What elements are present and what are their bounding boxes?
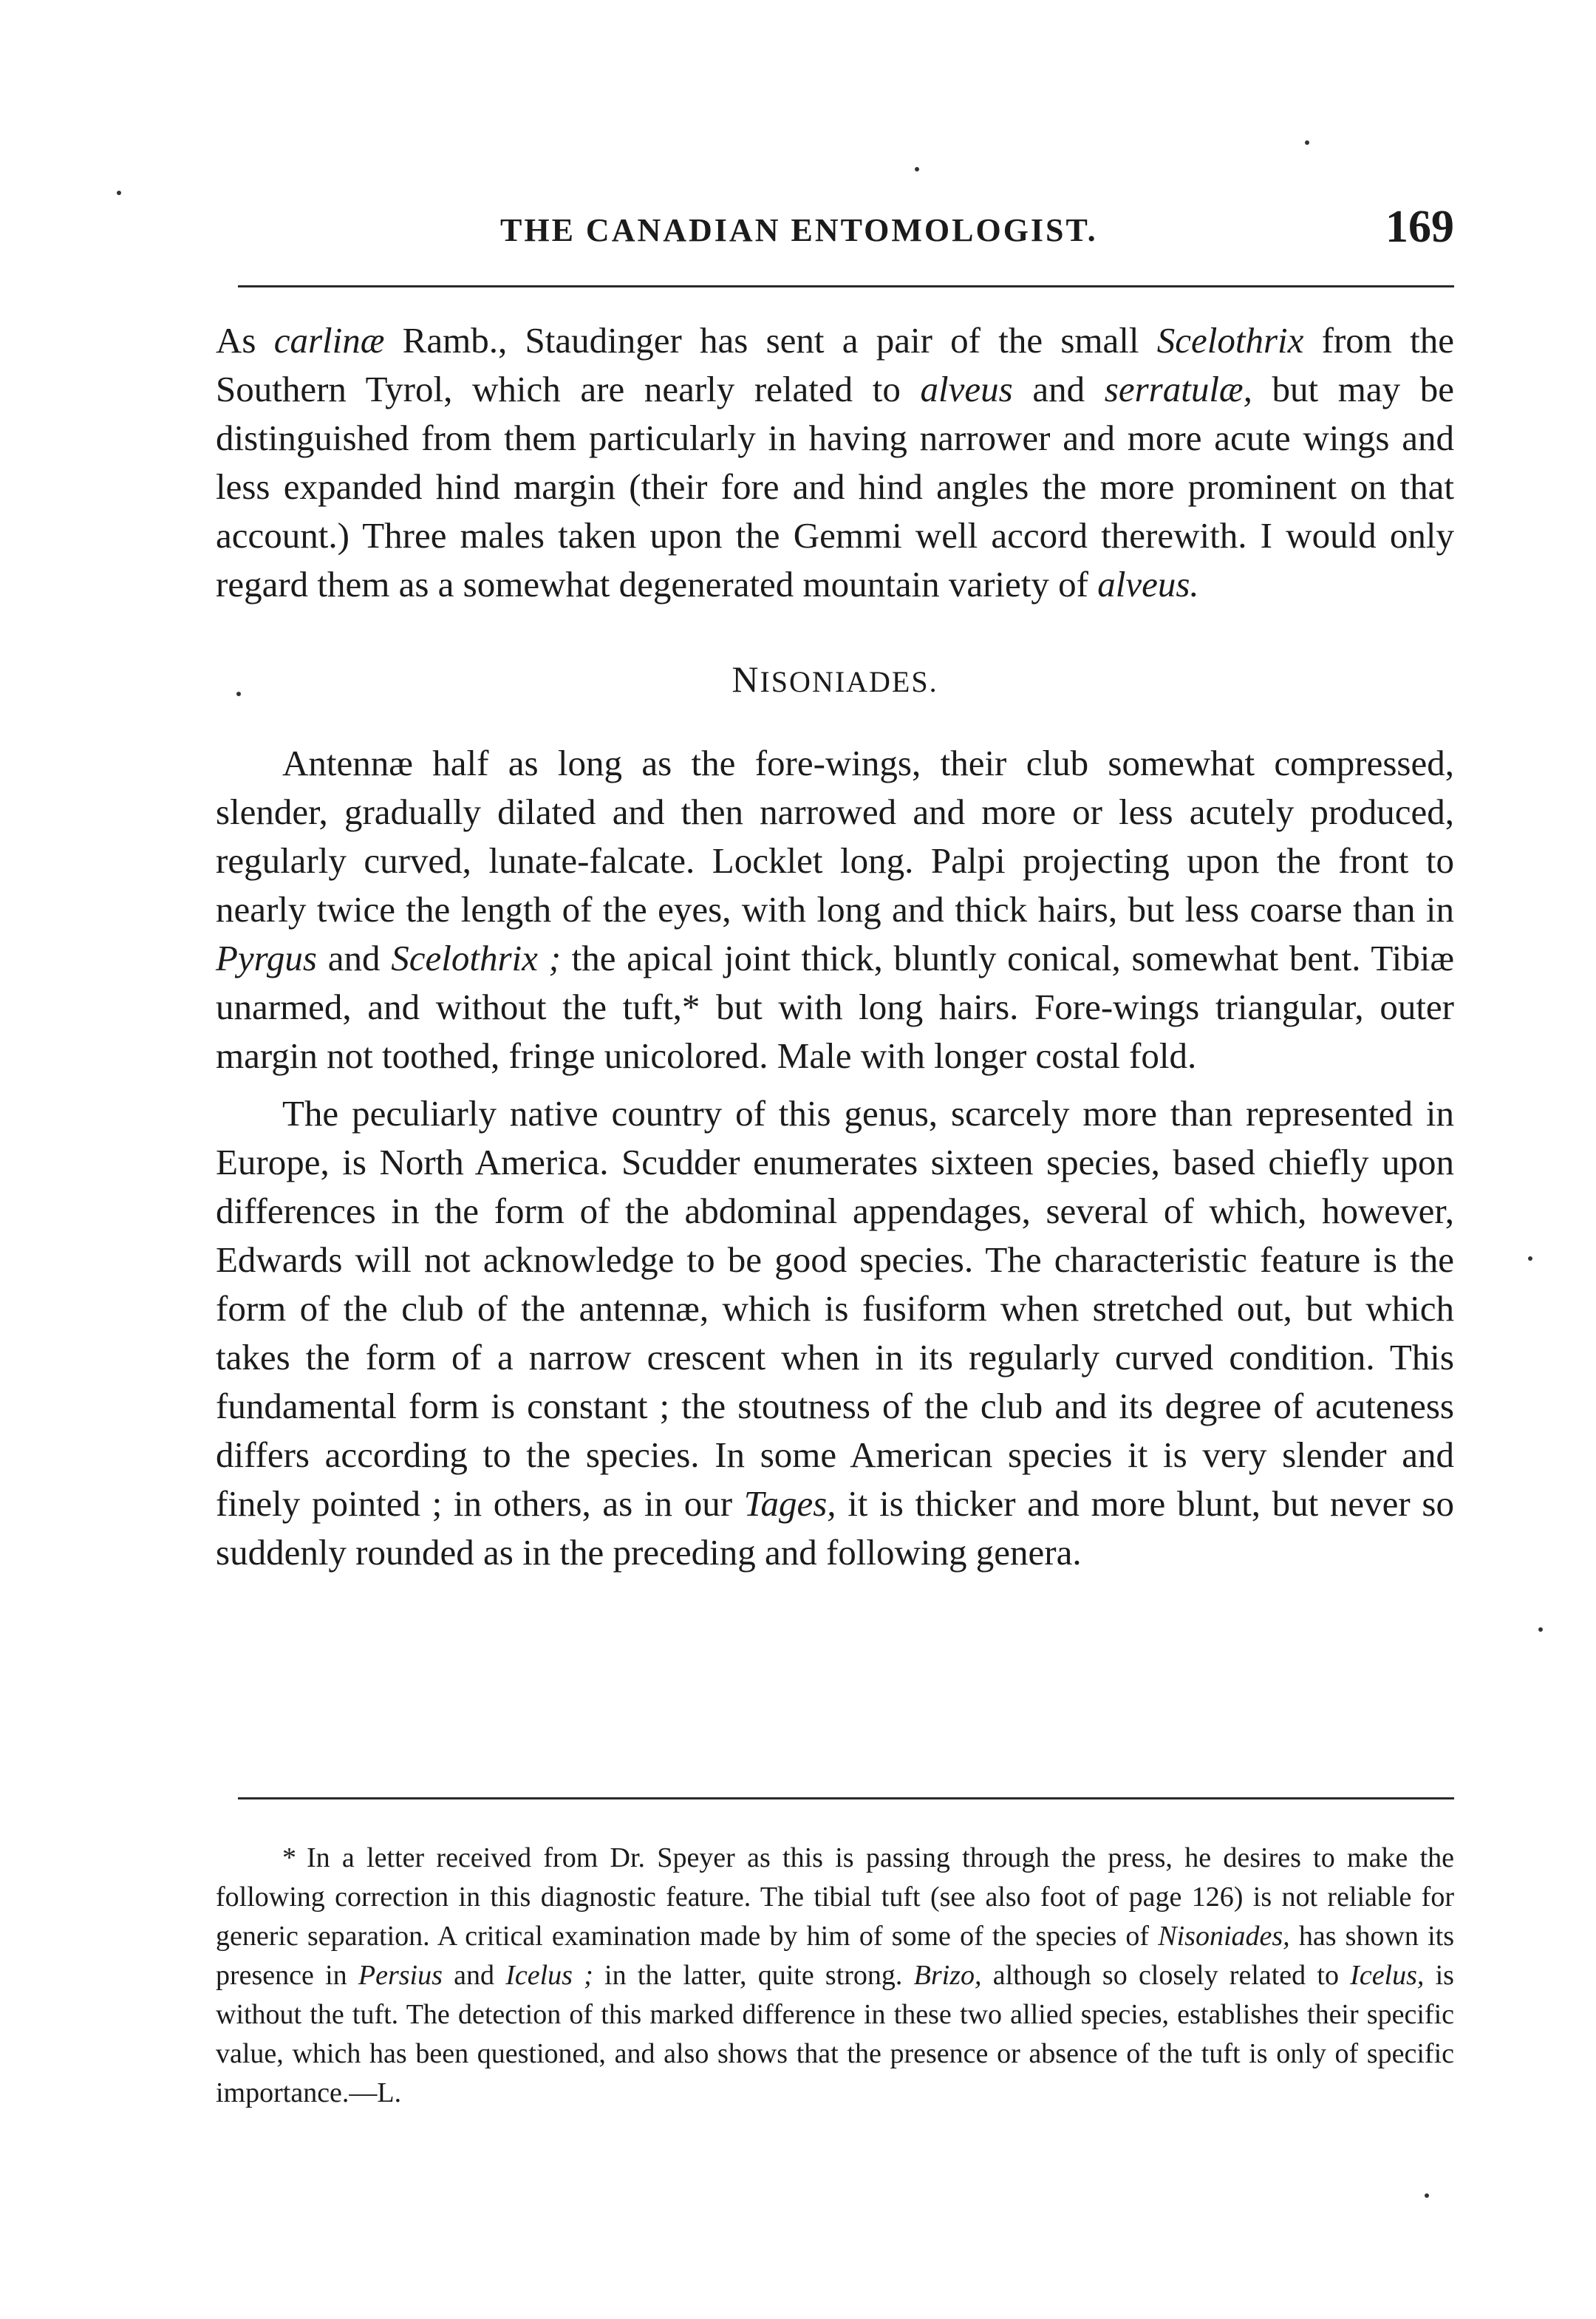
italic-run: serratulæ, <box>1104 369 1252 409</box>
footnote-mark: * <box>282 1842 296 1873</box>
speck <box>117 191 121 195</box>
italic-run: Icelus, <box>1350 1960 1425 1991</box>
footnote-rule <box>238 1797 1454 1799</box>
italic-run: Nisoniades, <box>1158 1921 1290 1952</box>
italic-run: Scelothrix ; <box>391 938 561 978</box>
text-run: Ramb., Staudinger has sent a pair of the small <box>384 320 1157 361</box>
text-run: has shown its presence in <box>216 1921 1454 1991</box>
text-run: in the latter, quite strong. <box>593 1960 914 1991</box>
text-run: In a letter received from Dr. Speyer as this is passing through the press, he desires to make the following correction in this diagnostic feature. The tibial tuft (see also foot of page 126) is not reliable for generic separation. A critical examination made by him of some of the species of <box>216 1842 1454 1952</box>
text-run: from the Southern Tyrol, which are nearly related to <box>216 320 1454 409</box>
speck <box>1538 1627 1543 1632</box>
main-text <box>216 316 1454 1577</box>
text-run: is without the tuft. The detection of this marked difference in these two allied species, establishes their specific value, which has been questioned, and also shows that the presence or absence of the tuft is only of specific importance.—L. <box>216 1960 1454 2108</box>
italic-run: carlinæ <box>273 320 385 361</box>
heading-initial: N <box>732 658 760 700</box>
text-run: and <box>317 938 392 978</box>
italic-run: Icelus ; <box>505 1960 593 1991</box>
speck <box>1528 1256 1532 1261</box>
paragraph-native-country <box>216 1089 1454 1577</box>
page-header <box>216 194 1454 253</box>
text-run: the apical joint thick, bluntly conical, somewhat bent. Tibiæ unarmed, and without the tuft,* but with long hairs. Fore-wings triangular, outer margin not toothed, fringe unicolored. Male with longer costal fold. <box>216 938 1455 1076</box>
italic-run: alveus. <box>1097 564 1199 605</box>
text-run: although so closely related to <box>981 1960 1351 1991</box>
speck <box>915 167 919 171</box>
speck <box>1425 2193 1429 2198</box>
paragraph-diagnosis <box>216 739 1454 1080</box>
section-heading-nisoniades <box>216 655 1454 706</box>
italic-run: Scelothrix <box>1156 320 1304 361</box>
footnote <box>216 1839 1454 2113</box>
page-number: 169 <box>1385 202 1454 252</box>
footnote-text <box>216 1839 1454 2113</box>
header-rule <box>238 285 1454 287</box>
running-head: THE CANADIAN ENTOMOLOGIST. <box>500 212 1098 248</box>
text-run: but may be distinguished from them particularly in having narrower and more acute wings and less expanded hind margin (their fore and hind angles the more prominent on that account.) Three males taken upon the Gemmi well accord therewith. I would only regard them as a somewhat degenerated mountain variety of <box>216 369 1454 605</box>
italic-run: Pyrgus <box>216 938 317 978</box>
speck <box>236 692 241 696</box>
text-run: and <box>442 1960 506 1991</box>
speck <box>1305 140 1309 145</box>
italic-run: alveus <box>920 369 1013 409</box>
italic-run: Persius <box>358 1960 443 1991</box>
italic-run: Brizo, <box>913 1960 982 1991</box>
text-run: and <box>1012 369 1105 409</box>
paragraph-carlinae <box>216 316 1454 609</box>
italic-run: Tages, <box>743 1483 836 1524</box>
paragraph-gap <box>216 1080 1454 1089</box>
heading-rest: ISONIADES. <box>760 665 938 698</box>
text-run: it is thicker and more blunt, but never so suddenly rounded as in the preceding and following genera. <box>216 1483 1454 1573</box>
text-run: As <box>216 320 274 361</box>
text-run: Antennæ half as long as the fore-wings, their club somewhat compressed, slender, gradually dilated and then narrowed and more or less acutely produced, regularly curved, lunate-falcate. Locklet long. Palpi projecting upon the front to nearly twice the length of the eyes, with long and thick hairs, but less coarse than in <box>216 743 1454 930</box>
text-run: The peculiarly native country of this genus, scarcely more than represented in Europe, is North America. Scudder enumerates sixteen species, based chiefly upon differences in the form of the abdominal appendages, several of which, however, Edwards will not acknowledge to be good species. The characteristic feature is the form of the club of the antennæ, which is fusiform when stretched out, but which takes the form of a narrow crescent when in its regularly curved condition. This fundamental form is constant ; the stoutness of the club and its degree of acuteness differs according to the species. In some American species it is very slender and finely pointed ; in others, as in our <box>216 1093 1454 1524</box>
